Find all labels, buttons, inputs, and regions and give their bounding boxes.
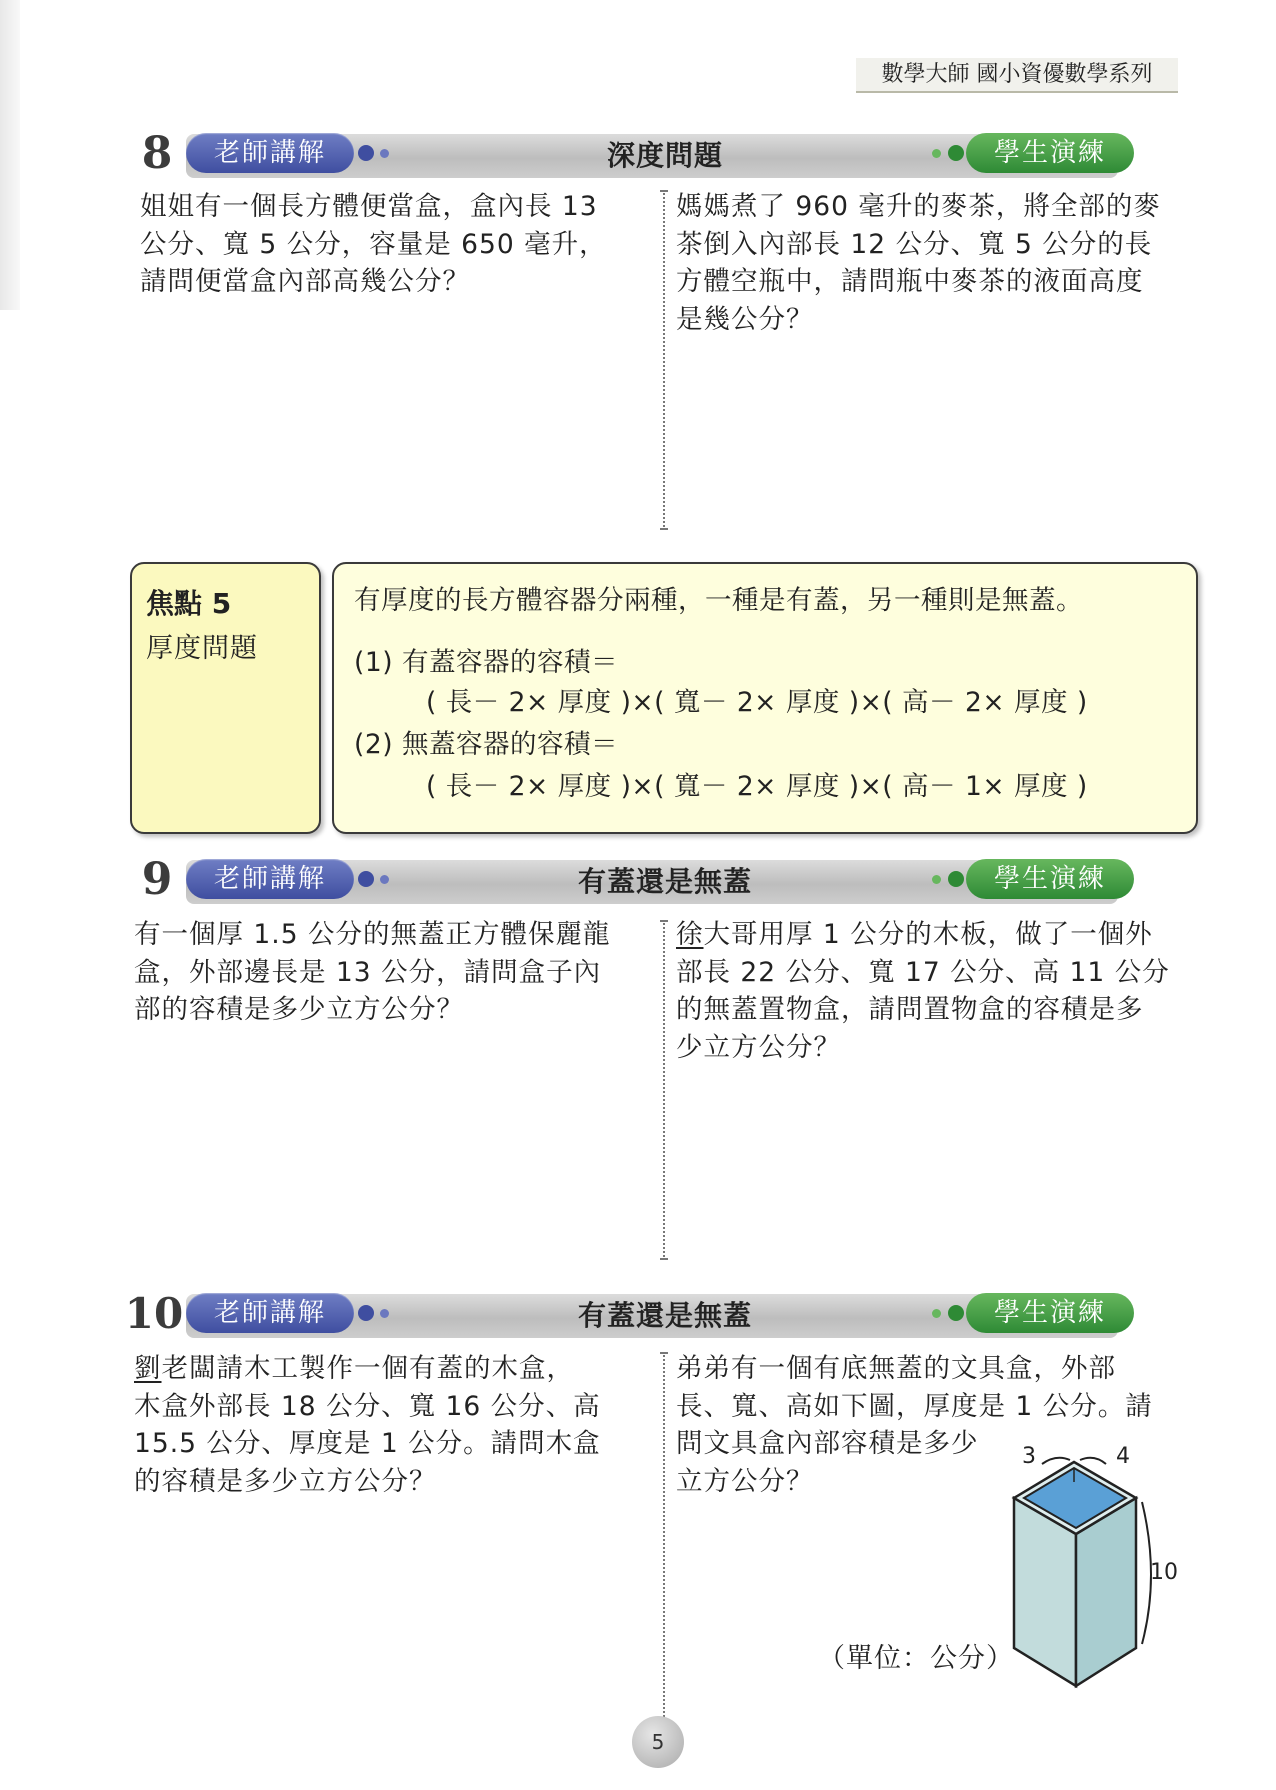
section-header [0,856,1276,904]
question-line: 是幾公分？ [676,303,814,335]
dot-icon [380,875,389,884]
section-header [0,130,1276,178]
question-line: 媽媽煮了 960 毫升的麥茶，將全部的麥 [676,191,1161,222]
section-number: 10 [124,1289,184,1338]
series-title: 數學大師 國小資優數學系列 [856,58,1178,93]
question-line: 弟弟有一個有底無蓋的文具盒，外部 [676,1353,1116,1384]
question-line: 的無蓋置物盒，請問置物盒的容積是多 [676,994,1144,1025]
teacher-label: 老師講解 [186,859,354,899]
figure-label-a: 3 [1022,1444,1036,1469]
dot-icon [358,1305,374,1321]
question-line: 姐姐有一個長方體便當盒，盒內長 13 [140,191,598,222]
name-underlined: 徐 [676,919,704,950]
student-question [676,916,1192,1066]
column-divider [663,920,665,1260]
question-line: 立方公分？ [676,1465,814,1497]
name-underlined: 劉 [134,1353,162,1384]
dot-icon [948,871,964,887]
section-title: 有蓋還是無蓋 [577,1299,752,1332]
formula-label: (2) 無蓋容器的容積＝ [354,729,618,760]
student-question [676,188,1192,338]
figure-label-h: 10 [1150,1560,1178,1585]
question-line [134,1350,642,1388]
dot-icon [358,145,374,161]
teacher-question [134,1350,642,1500]
question-line: 公分、寬 5 公分，容量是 650 毫升， [140,228,607,260]
focus-content-box [332,562,1198,834]
column-divider [663,1352,665,1764]
dot-icon [380,149,389,158]
dimension-arc-a [1042,1458,1070,1464]
dot-icon [932,149,941,158]
question-line: 盒，外部邊長是 13 公分，請問盒子內 [134,956,602,988]
question-line: 少立方公分？ [676,1031,841,1063]
dot-icon [948,1305,964,1321]
figure-label-b: 4 [1116,1444,1130,1469]
focus-title: 焦點 5 [146,587,232,620]
teacher-question [134,916,642,1029]
section-number: 9 [141,854,173,905]
teacher-label: 老師講解 [186,133,354,173]
section-header [0,1290,1276,1338]
unit-note: （單位：公分） [818,1643,1014,1674]
student-label: 學生演練 [966,1293,1134,1333]
student-label: 學生演練 [966,859,1134,899]
question-line: 木盒外部長 18 公分、寬 16 公分、高 [134,1390,601,1422]
dot-icon [948,145,964,161]
question-line: 的容積是多少立方公分？ [134,1465,437,1497]
formula-label: (1) 有蓋容器的容積＝ [354,647,618,678]
dot-icon [932,1309,941,1318]
formula: ( 長－ 2× 厚度 )×( 寬－ 2× 厚度 )×( 高－ 2× 厚度 ) [426,687,1088,718]
question-line: 問文具盒內部容積是多少 [676,1428,979,1459]
question-line: 方體空瓶中，請問瓶中麥茶的液面高度 [676,266,1144,297]
column-divider [663,190,665,530]
question-line: 長、寬、高如下圖，厚度是 1 公分。請 [676,1390,1153,1422]
question-line-rest: 大哥用厚 1 公分的木板，做了一個外 [703,919,1153,950]
question-line: 15.5 公分、厚度是 1 公分。請問木盒 [134,1428,601,1459]
section-title: 有蓋還是無蓋 [577,865,752,898]
question-line: 請問便當盒內部高幾公分？ [140,266,470,297]
focus-intro: 有厚度的長方體容器分兩種，一種是有蓋，另一種則是無蓋。 [354,585,1083,616]
question-line-rest: 老闆請木工製作一個有蓋的木盒， [161,1353,574,1384]
page-number: 5 [632,1716,684,1768]
dimension-arc-b [1080,1458,1106,1464]
teacher-label: 老師講解 [186,1293,354,1333]
question-line: 部的容積是多少立方公分？ [134,994,464,1025]
dot-icon [358,871,374,887]
focus-label-box [130,562,321,834]
teacher-question [140,188,648,301]
question-line: 有一個厚 1.5 公分的無蓋正方體保麗龍 [134,919,611,950]
question-line [676,916,1192,954]
question-line: 茶倒入內部長 12 公分、寬 5 公分的長 [676,228,1153,260]
section-title: 深度問題 [606,139,723,172]
dot-icon [380,1309,389,1318]
formula: ( 長－ 2× 厚度 )×( 寬－ 2× 厚度 )×( 高－ 1× 厚度 ) [426,771,1088,802]
student-label: 學生演練 [966,133,1134,173]
section-number: 8 [141,128,173,179]
question-line: 部長 22 公分、寬 17 公分、高 11 公分 [676,956,1170,988]
focus-subtitle: 厚度問題 [146,633,258,664]
dot-icon [932,875,941,884]
